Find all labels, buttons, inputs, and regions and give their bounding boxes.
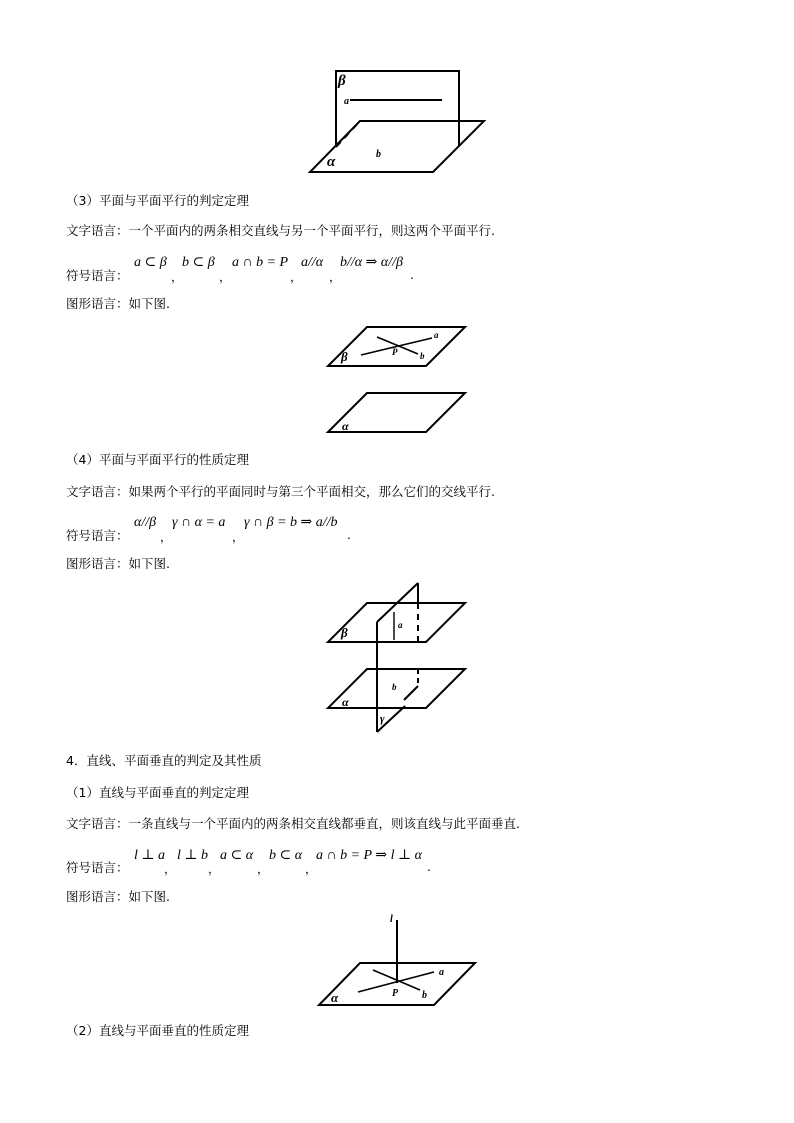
label-alpha-4: α: [331, 990, 339, 1005]
label-beta-2: β: [341, 349, 348, 364]
tuxing-sec4: 图形语言：如下图.: [66, 889, 170, 904]
label-a-3: a: [398, 620, 403, 630]
sym-s3-1: a ⊂ β: [134, 255, 167, 270]
subheading-sec4-1: （1）直线与平面垂直的判定定理: [66, 785, 249, 800]
heading-s3: （3）平面与平面平行的判定定理: [66, 193, 249, 208]
label-beta-3: β: [341, 625, 348, 640]
label-P-4: P: [392, 988, 399, 999]
sym-s3-3: a ∩ b = P: [232, 255, 289, 270]
sym-sec4-5: a ∩ b = P ⇒ l ⊥ α: [316, 848, 422, 863]
subheading-sec4-2: （2）直线与平面垂直的性质定理: [66, 1023, 249, 1038]
tuxing-s4: 图形语言：如下图.: [66, 556, 170, 571]
sym-sec4-4: b ⊂ α: [269, 848, 303, 863]
tuxing-s3: 图形语言：如下图.: [66, 296, 170, 311]
wenzi-sec4: 文字语言：一条直线与一个平面内的两条相交直线都垂直，则该直线与此平面垂直.: [66, 816, 520, 831]
label-b-1: b: [376, 149, 381, 160]
sym-sec4-3: a ⊂ α: [220, 848, 254, 863]
sym-sec4-2: l ⊥ b: [177, 848, 209, 863]
fuhao-label-s3: 符号语言：: [66, 268, 129, 283]
sym-s4-1: α//β: [134, 515, 157, 530]
sym-sec4-1: l ⊥ a: [134, 848, 166, 863]
label-b-2: b: [420, 351, 425, 361]
label-alpha-1: α: [327, 154, 336, 170]
wenzi-s3: 文字语言：一个平面内的两条相交直线与另一个平面平行，则这两个平面平行.: [66, 223, 495, 238]
sym-s3-5: b//α ⇒ α//β: [340, 255, 403, 270]
label-b-4: b: [422, 990, 427, 1001]
label-alpha-2: α: [342, 419, 349, 433]
label-a-4: a: [439, 967, 444, 978]
label-alpha-3: α: [342, 695, 349, 709]
heading-s4: （4）平面与平面平行的性质定理: [66, 452, 249, 467]
sym-s4-2: γ ∩ α = a: [172, 515, 226, 530]
heading-sec4: 4．直线、平面垂直的判定及其性质: [66, 753, 262, 768]
sym-s3-2: b ⊂ β: [182, 255, 215, 270]
fuhao-label-s4: 符号语言：: [66, 528, 129, 543]
sym-s3-4: a//α: [301, 255, 324, 270]
label-b-3: b: [392, 682, 397, 692]
label-a-1: a: [344, 96, 349, 107]
label-l-4: l: [390, 914, 393, 925]
sym-s4-3: γ ∩ β = b ⇒ a//b: [244, 515, 338, 530]
label-P-2: P: [392, 347, 398, 357]
label-gamma-3: γ: [380, 713, 385, 725]
label-beta-1: β: [338, 73, 346, 89]
wenzi-s4: 文字语言：如果两个平行的平面同时与第三个平面相交，那么它们的交线平行.: [66, 484, 495, 499]
fuhao-label-sec4: 符号语言：: [66, 860, 129, 875]
label-a-2: a: [434, 330, 439, 340]
